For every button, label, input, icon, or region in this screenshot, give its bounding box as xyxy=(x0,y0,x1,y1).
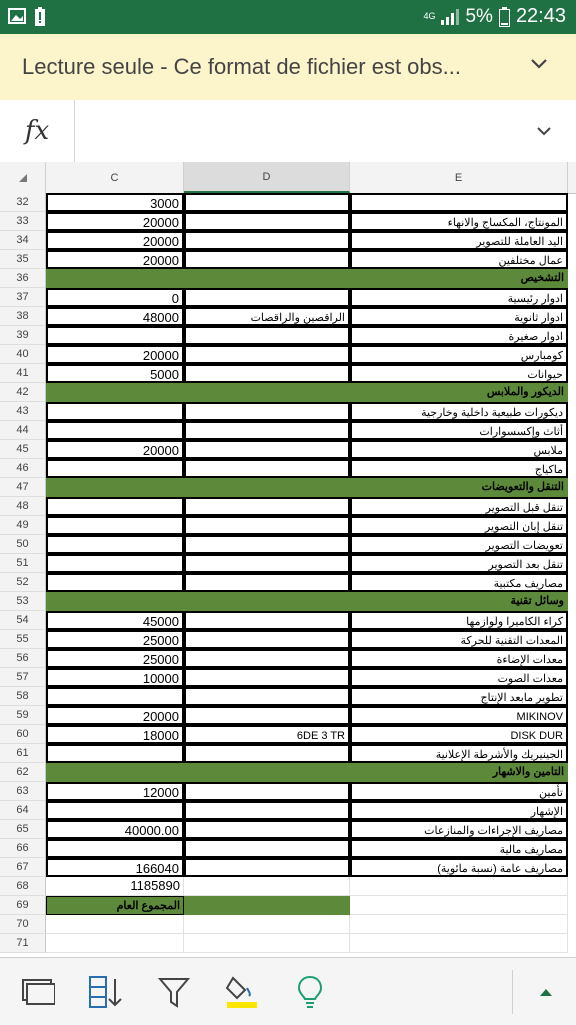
cell-e[interactable]: تنقل بعد التصوير xyxy=(350,554,568,573)
cell-c[interactable] xyxy=(46,744,184,763)
cell-e[interactable]: الإشهار xyxy=(350,801,568,820)
cell-c[interactable]: 48000 xyxy=(46,307,184,326)
toolbar-separator xyxy=(512,970,513,1014)
cell-e[interactable]: المونتاج، المكساج والانهاء xyxy=(350,212,568,231)
cell-e[interactable]: معدات الصوت xyxy=(350,668,568,687)
column-header-bar xyxy=(0,162,576,194)
filter-button[interactable] xyxy=(154,974,194,1010)
row-header[interactable]: 40 xyxy=(0,345,46,364)
alert-battery-icon xyxy=(34,7,46,27)
row-header[interactable]: 34 xyxy=(0,231,46,250)
cell-d[interactable] xyxy=(184,687,350,706)
row-header[interactable]: 45 xyxy=(0,440,46,459)
formula-bar[interactable] xyxy=(0,100,576,163)
fill-color-button[interactable] xyxy=(222,974,262,1010)
row-header[interactable]: 38 xyxy=(0,307,46,326)
cell-e[interactable]: الديكور والملابس xyxy=(350,383,568,402)
cell-d[interactable] xyxy=(184,820,350,839)
cell-e[interactable] xyxy=(350,915,568,934)
clock: 22:43 xyxy=(515,5,566,27)
cell-d[interactable] xyxy=(184,592,350,611)
cell-d[interactable] xyxy=(184,497,350,516)
row-header[interactable]: 36 xyxy=(0,269,46,288)
fill-color-icon xyxy=(223,974,261,1010)
row-header[interactable]: 50 xyxy=(0,535,46,554)
cell-d[interactable] xyxy=(184,231,350,250)
cell-e[interactable]: كومبارس xyxy=(350,345,568,364)
cell-c[interactable] xyxy=(46,516,184,535)
cell-e[interactable] xyxy=(350,193,568,212)
cell-c[interactable]: 18000 xyxy=(46,725,184,744)
cell-d[interactable] xyxy=(184,440,350,459)
cell-d[interactable] xyxy=(184,858,350,877)
row-header[interactable]: 52 xyxy=(0,573,46,592)
cell-c[interactable] xyxy=(46,915,184,934)
battery-percent: 5% xyxy=(465,5,493,27)
fx-label[interactable]: fx xyxy=(0,100,75,162)
cell-c[interactable]: المجموع العام xyxy=(46,896,184,915)
cell-d[interactable] xyxy=(184,896,350,915)
cell-c[interactable]: 20000 xyxy=(46,345,184,364)
status-bar xyxy=(0,0,576,34)
row-header[interactable]: 33 xyxy=(0,212,46,231)
cell-e[interactable]: معدات الإضاءة xyxy=(350,649,568,668)
cell-d[interactable]: الراقصين والراقصات xyxy=(184,307,350,326)
read-only-banner[interactable] xyxy=(0,34,576,101)
cell-e[interactable]: وسائل تقنية xyxy=(350,592,568,611)
cell-c[interactable]: 0 xyxy=(46,288,184,307)
cell-d[interactable] xyxy=(184,801,350,820)
cell-c[interactable] xyxy=(46,554,184,573)
cell-e[interactable]: مصاريف الإجراءات والمنازعات xyxy=(350,820,568,839)
column-header-e[interactable]: E xyxy=(350,162,568,193)
cell-d[interactable] xyxy=(184,782,350,801)
row-header[interactable]: 70 xyxy=(0,915,46,934)
cell-c[interactable]: 166040 xyxy=(46,858,184,877)
cell-d[interactable] xyxy=(184,364,350,383)
cell-c[interactable] xyxy=(46,535,184,554)
cell-c[interactable]: 10000 xyxy=(46,668,184,687)
cell-c[interactable] xyxy=(46,269,184,288)
sheet-grid[interactable] xyxy=(0,193,576,957)
cell-c[interactable] xyxy=(46,497,184,516)
cell-d[interactable] xyxy=(184,478,350,497)
cell-c[interactable] xyxy=(46,402,184,421)
cell-e[interactable]: تنقل إبان التصوير xyxy=(350,516,568,535)
row-header[interactable]: 35 xyxy=(0,250,46,269)
cell-e[interactable]: المعدات التقنية للحركة xyxy=(350,630,568,649)
cell-d[interactable] xyxy=(184,611,350,630)
cell-e[interactable]: مصاريف مكتبية xyxy=(350,573,568,592)
cell-e[interactable]: ادوار صغيرة xyxy=(350,326,568,345)
cell-e[interactable]: ديكورات طبيعية داخلية وخارجية xyxy=(350,402,568,421)
row-header[interactable]: 56 xyxy=(0,649,46,668)
cell-e[interactable]: MIKINOV xyxy=(350,706,568,725)
cell-c[interactable]: 20000 xyxy=(46,212,184,231)
row-header[interactable]: 53 xyxy=(0,592,46,611)
cell-d[interactable] xyxy=(184,706,350,725)
banner-text: Lecture seule - Ce format de fichier est obs... xyxy=(22,54,461,79)
filter-icon xyxy=(158,976,190,1008)
row-header[interactable]: 60 xyxy=(0,725,46,744)
cell-d[interactable] xyxy=(184,839,350,858)
cell-c[interactable] xyxy=(46,383,184,402)
sort-button[interactable] xyxy=(86,974,126,1010)
row-header[interactable]: 71 xyxy=(0,934,46,953)
cell-e[interactable]: ماكياج xyxy=(350,459,568,478)
cell-e[interactable]: ملابس xyxy=(350,440,568,459)
row-header[interactable]: 68 xyxy=(0,877,46,896)
cell-e[interactable]: الجينيريك والأشرطة الإعلانية xyxy=(350,744,568,763)
cell-d[interactable] xyxy=(184,744,350,763)
row-header[interactable]: 69 xyxy=(0,896,46,915)
cell-e[interactable]: عمال مختلفين xyxy=(350,250,568,269)
cell-c[interactable] xyxy=(46,326,184,345)
row-header[interactable]: 55 xyxy=(0,630,46,649)
row-header[interactable]: 59 xyxy=(0,706,46,725)
cell-d[interactable] xyxy=(184,383,350,402)
cell-c[interactable]: 45000 xyxy=(46,611,184,630)
cell-c[interactable]: 5000 xyxy=(46,364,184,383)
row-header[interactable]: 46 xyxy=(0,459,46,478)
row-header[interactable]: 48 xyxy=(0,497,46,516)
row-header[interactable]: 58 xyxy=(0,687,46,706)
cell-e[interactable]: كراء الكاميرا ولوازمها xyxy=(350,611,568,630)
cell-c[interactable] xyxy=(46,687,184,706)
cell-c[interactable]: 20000 xyxy=(46,706,184,725)
gallery-notification-icon xyxy=(8,7,26,25)
row-header[interactable]: 39 xyxy=(0,326,46,345)
lightbulb-icon xyxy=(297,975,323,1009)
cell-d[interactable] xyxy=(184,212,350,231)
cell-c[interactable] xyxy=(46,459,184,478)
cell-e[interactable]: اليد العاملة للتصوير xyxy=(350,231,568,250)
cell-e[interactable]: حيوانات xyxy=(350,364,568,383)
cell-d[interactable] xyxy=(184,402,350,421)
cell-d[interactable] xyxy=(184,459,350,478)
cell-e[interactable]: تطوير مابعد الإنتاج xyxy=(350,687,568,706)
cell-d[interactable] xyxy=(184,554,350,573)
cell-d[interactable] xyxy=(184,630,350,649)
row-header[interactable]: 43 xyxy=(0,402,46,421)
cell-c[interactable] xyxy=(46,934,184,953)
column-header-d[interactable]: D xyxy=(184,162,350,193)
select-all-triangle-icon xyxy=(18,173,28,183)
cell-e[interactable] xyxy=(350,934,568,953)
row-header[interactable]: 61 xyxy=(0,744,46,763)
signal-icon xyxy=(441,9,459,25)
cell-e[interactable]: تأمين xyxy=(350,782,568,801)
cell-d[interactable] xyxy=(184,649,350,668)
cell-e[interactable]: DISK DUR xyxy=(350,725,568,744)
cell-e[interactable]: التامين والاشهار xyxy=(350,763,568,782)
cell-c[interactable]: 40000.00 xyxy=(46,820,184,839)
cell-e[interactable]: تعويضات التصوير xyxy=(350,535,568,554)
row-header[interactable]: 42 xyxy=(0,383,46,402)
row-header[interactable]: 57 xyxy=(0,668,46,687)
row-header[interactable]: 63 xyxy=(0,782,46,801)
cell-c[interactable] xyxy=(46,478,184,497)
row-header[interactable]: 41 xyxy=(0,364,46,383)
chevron-down-icon[interactable] xyxy=(530,58,548,70)
row-header[interactable]: 51 xyxy=(0,554,46,573)
cell-d[interactable] xyxy=(184,573,350,592)
bottom-toolbar xyxy=(0,957,576,1025)
comment-button[interactable] xyxy=(18,974,58,1010)
row-header[interactable]: 44 xyxy=(0,421,46,440)
row-header[interactable]: 65 xyxy=(0,820,46,839)
cell-d[interactable] xyxy=(184,915,350,934)
expand-ribbon-button[interactable] xyxy=(526,974,566,1010)
cell-e[interactable]: أثاث وإكسسوارات xyxy=(350,421,568,440)
cell-c[interactable] xyxy=(46,839,184,858)
row-header[interactable]: 32 xyxy=(0,193,46,212)
cell-e[interactable]: التنقل والتعويضات xyxy=(350,478,568,497)
cell-e[interactable] xyxy=(350,877,568,896)
comment-icon xyxy=(21,977,55,1007)
cell-d[interactable] xyxy=(184,421,350,440)
cell-e[interactable] xyxy=(350,896,568,915)
cell-c[interactable] xyxy=(46,801,184,820)
cell-d[interactable] xyxy=(184,345,350,364)
select-all-corner[interactable] xyxy=(0,162,46,193)
expand-up-icon xyxy=(539,987,553,997)
cell-d[interactable] xyxy=(184,516,350,535)
cell-d[interactable] xyxy=(184,326,350,345)
cell-e[interactable]: ادوار رئيسية xyxy=(350,288,568,307)
cell-e[interactable]: ادوار ثانوية xyxy=(350,307,568,326)
row-header[interactable]: 64 xyxy=(0,801,46,820)
row-header[interactable]: 37 xyxy=(0,288,46,307)
cell-c[interactable] xyxy=(46,573,184,592)
cell-e[interactable]: تنقل قبل التصوير xyxy=(350,497,568,516)
cell-d[interactable] xyxy=(184,288,350,307)
cell-d[interactable] xyxy=(184,934,350,953)
cell-c[interactable]: 25000 xyxy=(46,630,184,649)
column-header-c[interactable]: C xyxy=(46,162,184,193)
cell-c[interactable] xyxy=(46,592,184,611)
cell-d[interactable] xyxy=(184,877,350,896)
tell-me-button[interactable] xyxy=(290,974,330,1010)
cell-d[interactable] xyxy=(184,250,350,269)
cell-e[interactable]: مصاريف مالية xyxy=(350,839,568,858)
cell-c[interactable]: 20000 xyxy=(46,231,184,250)
cell-c[interactable]: 12000 xyxy=(46,782,184,801)
cell-e[interactable]: مصاريف عامة (نسبة مائوية) xyxy=(350,858,568,877)
row-header[interactable]: 62 xyxy=(0,763,46,782)
row-header[interactable]: 49 xyxy=(0,516,46,535)
battery-icon xyxy=(499,7,510,27)
row-header[interactable]: 47 xyxy=(0,478,46,497)
cell-d[interactable] xyxy=(184,668,350,687)
row-header[interactable]: 54 xyxy=(0,611,46,630)
cell-c[interactable]: 20000 xyxy=(46,440,184,459)
cell-c[interactable] xyxy=(46,421,184,440)
cell-e[interactable]: التشخيص xyxy=(350,269,568,288)
cell-c[interactable]: 25000 xyxy=(46,649,184,668)
cell-d[interactable] xyxy=(184,269,350,288)
cell-d[interactable] xyxy=(184,763,350,782)
cell-c[interactable]: 3000 xyxy=(46,193,184,212)
cell-c[interactable] xyxy=(46,763,184,782)
cell-d[interactable] xyxy=(184,535,350,554)
cell-d[interactable] xyxy=(184,193,350,212)
cell-d[interactable]: 6DE 3 TR xyxy=(184,725,350,744)
row-header[interactable]: 66 xyxy=(0,839,46,858)
row-header[interactable]: 67 xyxy=(0,858,46,877)
sort-icon xyxy=(88,975,124,1009)
network-type: 4G xyxy=(423,11,436,21)
cell-c[interactable]: 1185890 xyxy=(46,877,184,896)
cell-c[interactable]: 20000 xyxy=(46,250,184,269)
formula-expand-chevron-icon[interactable] xyxy=(536,126,552,136)
